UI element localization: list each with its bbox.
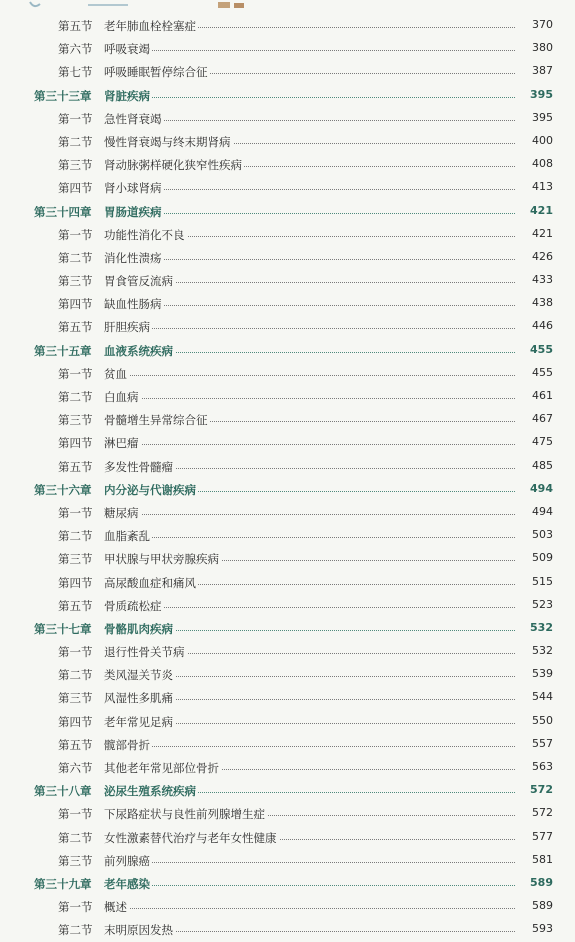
page-number: 395	[529, 111, 553, 124]
toc-section-row	[0, 130, 575, 153]
top-ornament	[0, 0, 575, 14]
section-title: 其他老年常见部位骨折	[104, 761, 219, 775]
chapter-number: 第三十七章	[34, 621, 92, 636]
dot-leader	[104, 537, 515, 538]
page-number: 467	[529, 412, 553, 425]
section-title: 贫血	[104, 366, 127, 381]
section-number: 第五节	[58, 459, 93, 474]
dot-leader	[104, 305, 515, 306]
page-number: 563	[529, 760, 553, 773]
page-number: 581	[529, 853, 553, 866]
toc-section-row	[0, 107, 575, 130]
toc-section-row	[0, 733, 575, 756]
toc-section-row	[0, 153, 575, 176]
toc-section-row	[0, 826, 575, 849]
section-title: 慢性肾衰竭与终末期肾病	[104, 134, 231, 149]
section-number: 第三节	[58, 274, 93, 289]
toc-section-row	[0, 663, 575, 686]
page-number: 509	[529, 551, 553, 564]
page-number: 577	[529, 830, 553, 843]
chapter-number: 第三十四章	[34, 204, 92, 219]
page-number: 589	[529, 899, 553, 912]
section-number: 第一节	[58, 227, 93, 242]
section-title: 糖尿病	[104, 505, 139, 520]
section-number: 第五节	[58, 320, 93, 335]
dot-leader	[104, 862, 515, 863]
section-number: 第一节	[58, 900, 93, 915]
section-number: 第二节	[58, 923, 93, 938]
page-number: 455	[527, 343, 553, 356]
table-of-contents	[0, 14, 575, 942]
dot-leader	[104, 50, 515, 51]
toc-section-row	[0, 176, 575, 199]
page-number: 433	[529, 273, 553, 286]
page-number: 494	[529, 505, 553, 518]
page-number: 370	[529, 18, 553, 31]
toc-chapter-row	[0, 779, 575, 802]
toc-chapter-row	[0, 339, 575, 362]
section-number: 第二节	[58, 668, 93, 683]
toc-section-row	[0, 14, 575, 37]
chapter-title: 老年感染	[104, 876, 150, 891]
page-number: 532	[527, 621, 553, 634]
section-number: 第七节	[58, 65, 93, 80]
toc-section-row	[0, 431, 575, 454]
page-number: 413	[529, 180, 553, 193]
toc-section-row	[0, 594, 575, 617]
toc-section-row	[0, 895, 575, 918]
dot-leader	[104, 328, 515, 329]
section-number: 第三节	[58, 413, 93, 428]
dot-leader	[104, 259, 515, 260]
toc-section-row	[0, 408, 575, 431]
toc-section-row	[0, 60, 575, 83]
chapter-title: 骨骼肌肉疾病	[104, 621, 173, 636]
section-number: 第一节	[58, 111, 93, 126]
section-number: 第六节	[58, 761, 93, 775]
dot-leader	[104, 514, 515, 515]
page-number: 589	[527, 876, 553, 889]
section-number: 第三节	[58, 691, 93, 706]
page-number: 544	[529, 690, 553, 703]
section-title: 骨髓增生异常综合征	[104, 413, 208, 428]
section-number: 第二节	[58, 390, 93, 404]
dot-leader	[104, 375, 515, 376]
dot-leader	[104, 213, 515, 214]
section-number: 第三节	[58, 158, 93, 173]
section-title: 淋巴瘤	[104, 436, 139, 451]
section-title: 呼吸睡眠暂停综合征	[104, 65, 208, 80]
section-title: 急性肾衰竭	[104, 111, 162, 126]
section-number: 第二节	[58, 250, 93, 265]
section-title: 甲状腺与甲状旁腺疾病	[104, 552, 219, 567]
page-number: 475	[529, 435, 553, 448]
chapter-number: 第三十九章	[34, 876, 92, 891]
page-number: 485	[529, 459, 553, 472]
section-title: 老年常见足病	[104, 714, 173, 729]
section-title: 高尿酸血症和痛风	[104, 575, 196, 590]
section-title: 前列腺癌	[104, 853, 150, 868]
page-number: 503	[529, 528, 553, 541]
chapter-number: 第三十五章	[34, 343, 92, 358]
section-title: 风湿性多肌痛	[104, 691, 173, 706]
toc-section-row	[0, 455, 575, 478]
section-title: 消化性溃疡	[104, 250, 162, 265]
page-number: 515	[529, 575, 553, 588]
chapter-number: 第三十三章	[34, 88, 92, 103]
section-title: 类风湿关节炎	[104, 668, 173, 683]
section-number: 第一节	[58, 505, 93, 520]
section-number: 第四节	[58, 575, 93, 590]
toc-chapter-row	[0, 617, 575, 640]
page-number: 461	[529, 389, 553, 402]
section-number: 第二节	[58, 529, 93, 544]
toc-chapter-row	[0, 872, 575, 895]
page-number: 572	[529, 806, 553, 819]
section-title: 肝胆疾病	[104, 320, 150, 335]
page-number: 557	[529, 737, 553, 750]
section-title: 末明原因发热	[104, 923, 173, 938]
section-title: 胃食管反流病	[104, 274, 173, 289]
toc-section-row	[0, 710, 575, 733]
page-number: 438	[529, 296, 553, 309]
toc-section-row	[0, 547, 575, 570]
section-title: 肾动脉粥样硬化狭窄性疾病	[104, 158, 242, 173]
chapter-title: 胃肠道疾病	[104, 204, 162, 219]
section-title: 肾小球肾病	[104, 181, 162, 196]
chapter-number: 第三十六章	[34, 482, 92, 497]
chapter-number: 第三十八章	[34, 784, 92, 799]
section-title: 血脂紊乱	[104, 529, 150, 544]
section-number: 第四节	[58, 297, 93, 312]
section-title: 髋部骨折	[104, 737, 150, 752]
toc-section-row	[0, 849, 575, 872]
section-number: 第一节	[58, 807, 93, 822]
section-title: 女性激素替代治疗与老年女性健康	[104, 830, 277, 845]
chapter-title: 泌尿生殖系统疾病	[104, 784, 196, 799]
page-number: 387	[529, 64, 553, 77]
toc-section-row	[0, 315, 575, 338]
page-number: 395	[527, 88, 553, 101]
section-title: 骨质疏松症	[104, 598, 162, 613]
page-number: 593	[529, 922, 553, 935]
page-number: 572	[527, 783, 553, 796]
section-title: 下尿路症状与良性前列腺增生症	[104, 807, 265, 822]
chapter-title: 肾脏疾病	[104, 88, 150, 103]
section-number: 第五节	[58, 19, 93, 33]
section-title: 退行性骨关节病	[104, 645, 185, 660]
dot-leader	[104, 444, 515, 445]
section-title: 呼吸衰竭	[104, 42, 150, 57]
section-number: 第五节	[58, 737, 93, 752]
section-number: 第一节	[58, 366, 93, 381]
toc-section-row	[0, 246, 575, 269]
dot-leader	[104, 908, 515, 909]
section-number: 第三节	[58, 552, 93, 567]
chapter-title: 血液系统疾病	[104, 343, 173, 358]
toc-chapter-row	[0, 200, 575, 223]
chapter-title: 内分泌与代谢疾病	[104, 482, 196, 497]
toc-section-row	[0, 292, 575, 315]
dot-leader	[104, 97, 515, 98]
section-number: 第二节	[58, 134, 93, 149]
section-title: 概述	[104, 900, 127, 915]
toc-section-row	[0, 223, 575, 246]
page-number: 539	[529, 667, 553, 680]
section-title: 白血病	[104, 390, 139, 404]
page-number: 550	[529, 714, 553, 727]
page-number: 400	[529, 134, 553, 147]
page-number: 421	[529, 227, 553, 240]
section-title: 老年肺血栓栓塞症	[104, 19, 196, 33]
page-number: 421	[527, 204, 553, 217]
section-number: 第三节	[58, 853, 93, 868]
toc-section-row	[0, 501, 575, 524]
toc-chapter-row	[0, 84, 575, 107]
page-number: 446	[529, 319, 553, 332]
toc-section-row	[0, 686, 575, 709]
page-number: 455	[529, 366, 553, 379]
dot-leader	[104, 607, 515, 608]
dot-leader	[104, 120, 515, 121]
toc-section-row	[0, 524, 575, 547]
section-title: 缺血性肠病	[104, 297, 162, 312]
section-number: 第六节	[58, 42, 93, 57]
toc-section-row	[0, 385, 575, 408]
page-number: 408	[529, 157, 553, 170]
toc-section-row	[0, 918, 575, 941]
section-number: 第二节	[58, 830, 93, 845]
section-title: 功能性消化不良	[104, 227, 185, 242]
dot-leader	[104, 398, 515, 399]
toc-section-row	[0, 571, 575, 594]
section-number: 第四节	[58, 181, 93, 196]
toc-section-row	[0, 269, 575, 292]
section-number: 第一节	[58, 645, 93, 660]
toc-section-row	[0, 640, 575, 663]
page-number: 380	[529, 41, 553, 54]
dot-leader	[104, 746, 515, 747]
toc-section-row	[0, 37, 575, 60]
page-number: 532	[529, 644, 553, 657]
page-number: 494	[527, 482, 553, 495]
section-number: 第四节	[58, 436, 93, 451]
toc-chapter-row	[0, 478, 575, 501]
dot-leader	[104, 189, 515, 190]
toc-section-row	[0, 362, 575, 385]
toc-section-row	[0, 756, 575, 779]
page-number: 426	[529, 250, 553, 263]
section-number: 第五节	[58, 598, 93, 613]
section-title: 多发性骨髓瘤	[104, 459, 173, 474]
section-number: 第四节	[58, 714, 93, 729]
dot-leader	[104, 885, 515, 886]
page-number: 523	[529, 598, 553, 611]
